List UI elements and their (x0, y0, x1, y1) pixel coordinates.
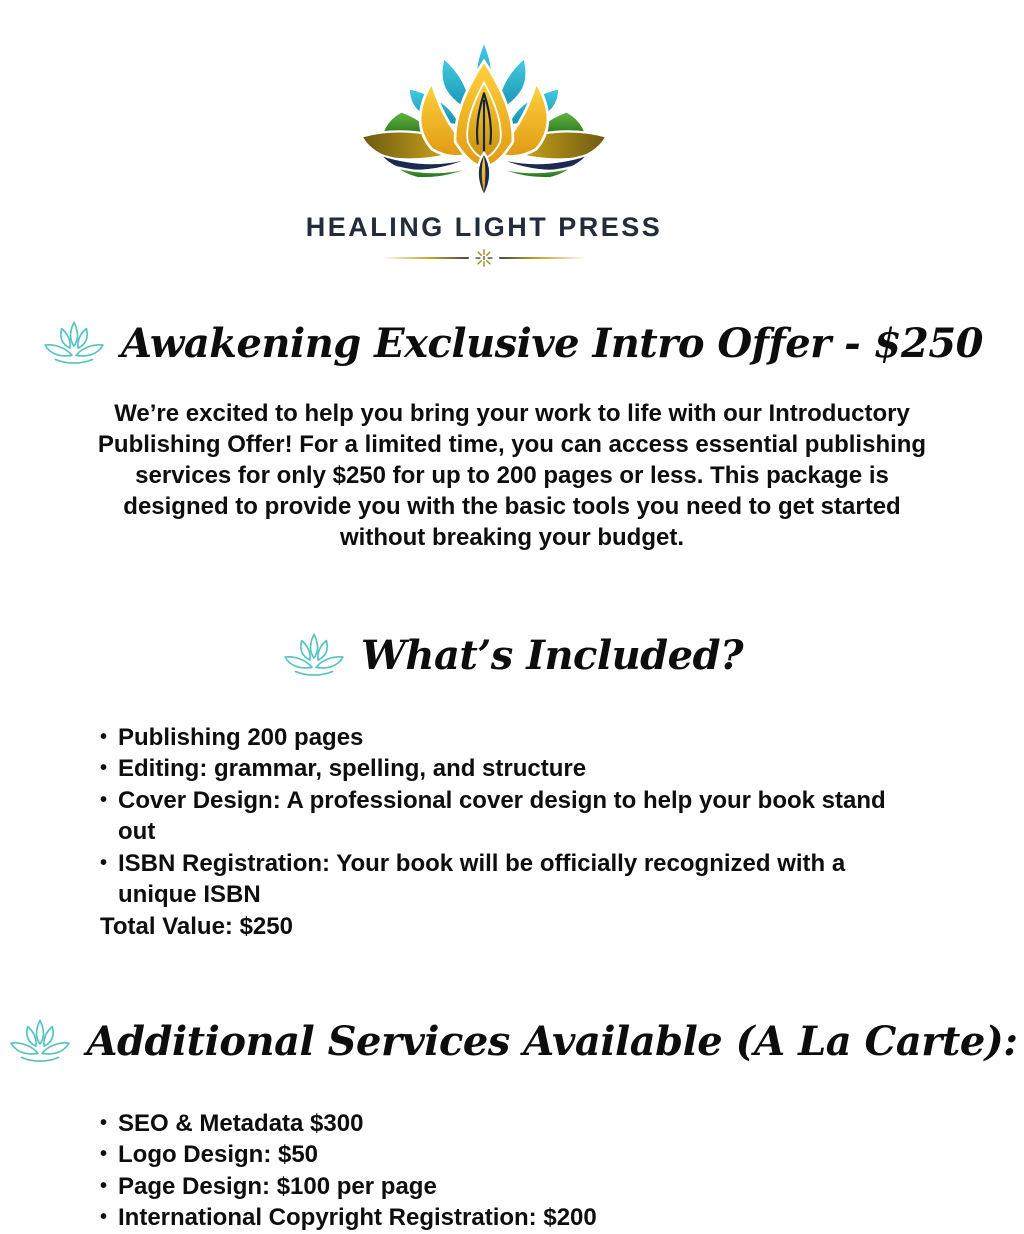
starburst-icon (475, 249, 493, 267)
services-list (100, 1108, 924, 1234)
intro-offer-section (0, 293, 1024, 553)
lotus-outline-icon (281, 632, 347, 678)
total-value: Total Value: $250 (100, 912, 293, 940)
divider-line-left (381, 257, 469, 259)
flyer-page (0, 30, 1024, 1232)
list-item: • Editing: grammar, spelling, and structure (100, 753, 924, 785)
whats-included-heading (0, 599, 1024, 712)
divider-line-right (499, 257, 587, 259)
whats-included-section (0, 599, 1024, 943)
intro-offer-paragraph: We’re excited to help you bring your work to life with our Introductory Publishing Offer! For a limited time, you can access essential publishing services for only $250 for up to 200 pages or less. This package is designed to provide you with the basic tools you need to get started without breaking your budget. (97, 399, 927, 551)
additional-services-title: Additional Services Available (A La Carte): (86, 1017, 1018, 1065)
lotus-flower-logo (349, 30, 619, 208)
list-item: • SEO & Metadata $300 (100, 1108, 924, 1140)
lotus-outline-icon (7, 1018, 73, 1064)
included-list (100, 722, 924, 911)
intro-offer-title: Awakening Exclusive Intro Offer - $250 (121, 319, 983, 367)
list-item: • Logo Design: $50 (100, 1139, 924, 1171)
brand-name: HEALING LIGHT PRESS (305, 212, 663, 242)
additional-services-section (0, 984, 1024, 1233)
brand-header (0, 30, 996, 267)
list-item: • Page Design: $100 per page (100, 1171, 924, 1203)
list-item: • Cover Design: A professional cover design to help your book stand out (100, 785, 924, 848)
lotus-outline-icon (41, 320, 107, 366)
brand-divider (0, 249, 996, 267)
list-item: • ISBN Registration: Your book will be officially recognized with a unique ISBN (100, 848, 924, 911)
list-item: • Publishing 200 pages (100, 722, 924, 754)
whats-included-title: What’s Included? (360, 631, 744, 679)
additional-services-heading (0, 984, 1024, 1097)
list-item: • International Copyright Registration: $200 (100, 1202, 924, 1234)
intro-offer-heading (0, 293, 1024, 394)
